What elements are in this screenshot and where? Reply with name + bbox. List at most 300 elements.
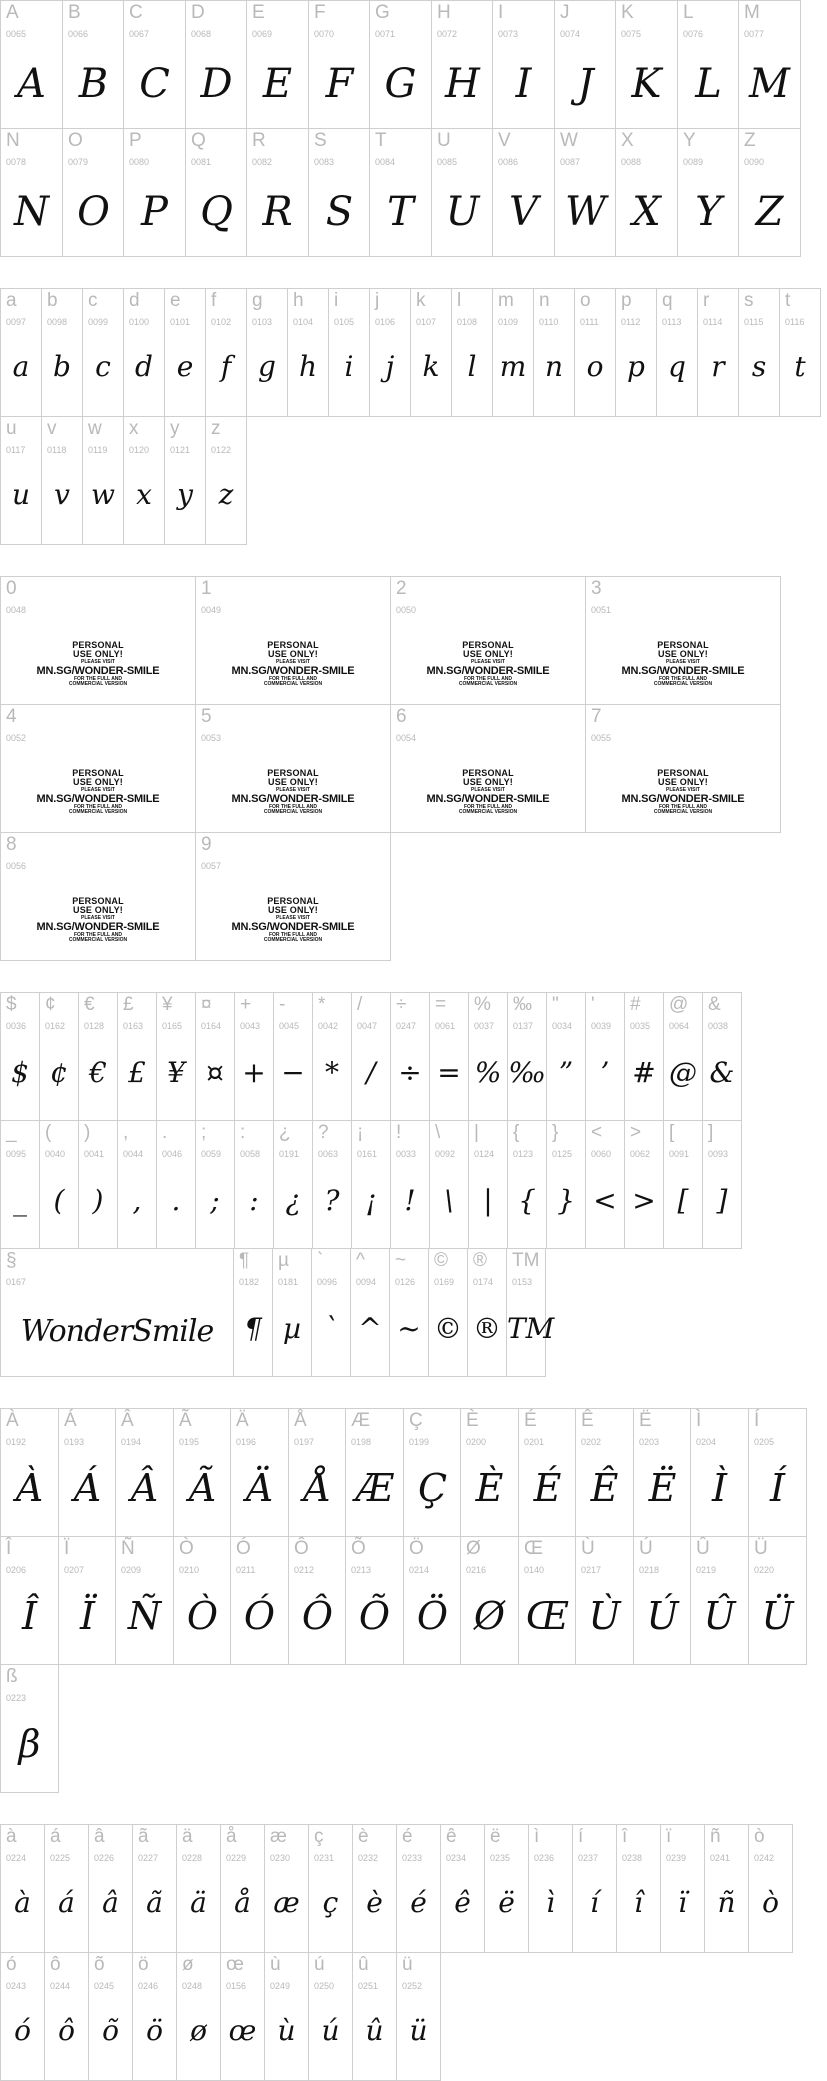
glyph-label: M <box>744 2 760 23</box>
glyph-cell-lower-t <box>779 288 821 417</box>
notice-line3: PLEASE VISIT <box>276 915 310 921</box>
glyph-label: 3 <box>591 578 602 599</box>
glyph-sample: ’ <box>600 1056 610 1089</box>
glyph-code: 0061 <box>435 1021 456 1031</box>
glyph-cell-sym2-u3f <box>312 1120 352 1249</box>
glyph-label: . <box>162 1122 168 1143</box>
glyph-sample: ` <box>324 1312 338 1345</box>
glyph-code: 0106 <box>375 317 396 327</box>
notice-line1: PERSONAL <box>267 896 319 906</box>
glyph-code: 0137 <box>513 1021 534 1031</box>
glyph-sample: B <box>78 61 109 107</box>
glyph-sample: v <box>54 478 70 511</box>
glyph-code: 0087 <box>560 157 581 167</box>
glyph-label: Í <box>754 1410 760 1431</box>
glyph-code: 0224 <box>6 1853 27 1863</box>
glyph-label: x <box>129 418 139 439</box>
glyph-sample: P <box>141 189 168 235</box>
glyph-sample: n <box>544 350 564 383</box>
glyph-code: 0064 <box>669 1021 690 1031</box>
glyph-code: 0111 <box>580 317 599 327</box>
glyph-code: 0225 <box>50 1853 71 1863</box>
glyph-code: 0079 <box>68 157 89 167</box>
glyph-cell-accupper-u152 <box>518 1536 577 1665</box>
glyph-sample: r <box>711 350 725 383</box>
glyph-label: * <box>318 994 326 1015</box>
glyph-code: 0202 <box>581 1437 602 1447</box>
glyph-sample: j <box>385 350 395 383</box>
glyph-sample: b <box>53 350 71 383</box>
glyph-label: Ô <box>294 1538 309 1559</box>
glyph-cell-sym2-u21 <box>390 1120 430 1249</box>
glyph-cell-sym2-u3c <box>585 1120 625 1249</box>
glyph-code: 0040 <box>45 1149 66 1159</box>
glyph-label: } <box>552 1122 559 1143</box>
glyph-code: 0047 <box>357 1021 378 1031</box>
glyph-sample: ‰ <box>508 1056 546 1089</box>
glyph-label: © <box>434 1250 448 1271</box>
glyph-label: Õ <box>351 1538 366 1559</box>
glyph-label: j <box>375 290 380 311</box>
notice-line6: COMMERCIAL VERSION <box>458 809 518 815</box>
glyph-sample: ü <box>409 2014 428 2047</box>
glyph-label: @ <box>669 994 689 1015</box>
glyph-label: È <box>466 1410 479 1431</box>
glyph-sample: ¡ <box>365 1184 377 1217</box>
glyph-sample: * <box>325 1056 339 1089</box>
glyph-sample: è <box>366 1886 383 1919</box>
glyph-label: A <box>6 2 19 23</box>
glyph-code: 0109 <box>498 317 519 327</box>
notice-line1: PERSONAL <box>72 896 124 906</box>
glyph-code: 0246 <box>138 1981 159 1991</box>
glyph-sample: β <box>18 1722 41 1766</box>
glyph-cell-upper-v <box>492 128 555 257</box>
glyph-cell-sym2-u7d <box>546 1120 586 1249</box>
glyph-cell-lower-l <box>451 288 493 417</box>
glyph-cell-accupper-uc9 <box>518 1408 577 1537</box>
glyph-code: 0078 <box>6 157 27 167</box>
glyph-cell-accupper-udf <box>0 1664 59 1793</box>
glyph-label: \ <box>435 1122 441 1143</box>
glyph-sample: h <box>298 350 318 383</box>
glyph-sample: > <box>632 1184 656 1217</box>
glyph-cell-upper-m <box>738 0 801 129</box>
glyph-label: [ <box>669 1122 675 1143</box>
glyph-cell-sym1-u2030 <box>507 992 547 1121</box>
glyph-cell-sym1-ua2 <box>39 992 79 1121</box>
glyph-sample: T <box>387 189 414 235</box>
glyph-label: Ì <box>696 1410 702 1431</box>
notice-line6: COMMERCIAL VERSION <box>653 809 713 815</box>
glyph-code: 0072 <box>437 29 458 39</box>
notice-line4: MN.SG/WONDER-SMILE <box>36 921 160 933</box>
glyph-cell-acclower-ufb <box>352 1952 397 2081</box>
glyph-cell-upper-t <box>369 128 432 257</box>
glyph-sample: ( <box>53 1184 65 1217</box>
glyph-code: 0058 <box>240 1149 261 1159</box>
glyph-cell-upper-u <box>431 128 494 257</box>
glyph-code: 0123 <box>513 1149 534 1159</box>
glyph-code: 0056 <box>6 861 27 871</box>
glyph-code: 0034 <box>552 1021 573 1031</box>
glyph-label: ? <box>318 1122 329 1143</box>
glyph-code: 0083 <box>314 157 335 167</box>
glyph-label: á <box>50 1826 61 1847</box>
glyph-label: Ü <box>754 1538 768 1559</box>
glyph-cell-acclower-ue4 <box>176 1824 221 1953</box>
glyph-cell-sym1-ua5 <box>156 992 196 1121</box>
glyph-code: 0209 <box>121 1565 142 1575</box>
glyph-label: E <box>252 2 265 23</box>
glyph-code: 0119 <box>88 445 108 455</box>
glyph-code: 0226 <box>94 1853 115 1863</box>
glyph-cell-lower-g <box>246 288 288 417</box>
glyph-sample: Ë <box>648 1466 677 1510</box>
glyph-cell-upper-a <box>0 0 63 129</box>
glyph-cell-digit-2 <box>390 576 586 705</box>
personal-use-notice <box>1 769 195 815</box>
glyph-code: 0077 <box>744 29 765 39</box>
glyph-cell-sym2-u5d <box>702 1120 742 1249</box>
glyph-cell-upper-y <box>677 128 740 257</box>
glyph-label: € <box>84 994 95 1015</box>
glyph-sample: { <box>518 1184 536 1217</box>
glyph-code: 0216 <box>466 1565 487 1575</box>
glyph-label: h <box>293 290 304 311</box>
glyph-label: Ñ <box>121 1538 135 1559</box>
glyph-sample: R <box>262 189 293 235</box>
glyph-label: à <box>6 1826 17 1847</box>
glyph-code: 0191 <box>279 1149 300 1159</box>
glyph-label: µ <box>278 1250 289 1271</box>
glyph-sample: m <box>499 350 527 383</box>
glyph-code: 0068 <box>191 29 212 39</box>
glyph-cell-sym3-ub5 <box>272 1248 312 1377</box>
glyph-sample: w <box>91 478 115 511</box>
glyph-label: d <box>129 290 140 311</box>
glyph-sample: y <box>177 478 193 511</box>
glyph-sample: Ò <box>186 1594 219 1638</box>
glyph-sample: ù <box>277 2014 296 2047</box>
glyph-cell-upper-o <box>62 128 125 257</box>
glyph-sample: œ <box>228 2014 257 2047</box>
glyph-label: ü <box>402 1954 413 1975</box>
glyph-code: 0110 <box>539 317 559 327</box>
glyph-sample: Å <box>303 1466 332 1510</box>
glyph-cell-accupper-uc2 <box>115 1408 174 1537</box>
glyph-code: 0117 <box>6 445 26 455</box>
glyph-code: 0242 <box>754 1853 775 1863</box>
glyph-label: Ê <box>581 1410 594 1431</box>
glyph-label: 2 <box>396 578 407 599</box>
glyph-sample: µ <box>282 1312 302 1345</box>
notice-line3: PLEASE VISIT <box>666 787 700 793</box>
notice-line1: PERSONAL <box>267 768 319 778</box>
glyph-sample: ú <box>321 2014 340 2047</box>
glyph-cell-sym2-u5f <box>0 1120 40 1249</box>
glyph-label: m <box>498 290 514 311</box>
glyph-sample: ? <box>324 1184 340 1217</box>
glyph-label: ç <box>314 1826 324 1847</box>
glyph-sample: î <box>634 1886 643 1919</box>
glyph-label: 9 <box>201 834 212 855</box>
glyph-code: 0114 <box>703 317 723 327</box>
glyph-cell-accupper-uc6 <box>345 1408 404 1537</box>
glyph-cell-acclower-uf2 <box>748 1824 793 1953</box>
glyph-cell-lower-s <box>738 288 780 417</box>
glyph-cell-accupper-uc5 <box>288 1408 347 1537</box>
glyph-sample: e <box>176 350 194 383</box>
glyph-label: ¢ <box>45 994 56 1015</box>
glyph-cell-sym1-u20ac <box>78 992 118 1121</box>
glyph-cell-accupper-ud9 <box>575 1536 634 1665</box>
glyph-label: w <box>88 418 102 439</box>
glyph-code: 0241 <box>710 1853 731 1863</box>
glyph-label: Á <box>64 1410 77 1431</box>
glyph-label: ! <box>396 1122 402 1143</box>
glyph-sample: I <box>515 61 532 107</box>
glyph-code: 0049 <box>201 605 222 615</box>
glyph-label: õ <box>94 1954 105 1975</box>
glyph-sample: Ç <box>417 1466 448 1510</box>
glyph-label: q <box>662 290 673 311</box>
glyph-cell-accupper-ud6 <box>403 1536 462 1665</box>
glyph-label: ` <box>317 1250 324 1271</box>
glyph-sample: ^ <box>358 1312 382 1345</box>
glyph-sample: Á <box>73 1466 102 1510</box>
notice-line4: MN.SG/WONDER-SMILE <box>426 793 550 805</box>
glyph-sample: ~ <box>397 1312 421 1345</box>
glyph-sample: ÷ <box>398 1056 422 1089</box>
glyph-cell-upper-b <box>62 0 125 129</box>
glyph-cell-sym3-ub6 <box>233 1248 273 1377</box>
glyph-sample: ) <box>92 1184 104 1217</box>
glyph-code: 0071 <box>375 29 396 39</box>
glyph-cell-sym1-ua4 <box>195 992 235 1121</box>
glyph-cell-lower-d <box>123 288 165 417</box>
notice-line2: USE ONLY! <box>463 777 513 787</box>
glyph-code: 0048 <box>6 605 27 615</box>
glyph-code: 0194 <box>121 1437 142 1447</box>
glyph-cell-acclower-uee <box>616 1824 661 1953</box>
glyph-cell-acclower-uf4 <box>44 1952 89 2081</box>
glyph-code: 0251 <box>358 1981 379 1991</box>
glyph-sample: Î <box>21 1594 37 1638</box>
glyph-code: 0243 <box>6 1981 27 1991</box>
notice-line2: USE ONLY! <box>73 649 123 659</box>
glyph-sample: L <box>695 61 722 107</box>
glyph-label: H <box>437 2 451 23</box>
glyph-sample: Ä <box>245 1466 274 1510</box>
glyph-sample: ó <box>14 2014 31 2047</box>
glyph-sample: Ü <box>761 1594 794 1638</box>
glyph-cell-upper-r <box>246 128 309 257</box>
notice-line5: FOR THE FULL AND <box>268 676 318 682</box>
glyph-code: 0156 <box>226 1981 247 1991</box>
glyph-sample: ® <box>473 1312 501 1345</box>
glyph-label: ¶ <box>239 1250 250 1271</box>
glyph-label: b <box>47 290 58 311</box>
notice-line2: USE ONLY! <box>658 649 708 659</box>
glyph-label: ß <box>6 1666 18 1687</box>
glyph-cell-sym3-u5e <box>350 1248 390 1377</box>
glyph-sample: Ã <box>188 1466 217 1510</box>
glyph-label: K <box>621 2 634 23</box>
glyph-cell-acclower-uec <box>528 1824 573 1953</box>
glyph-code: 0205 <box>754 1437 775 1447</box>
glyph-cell-sym2-u2c <box>117 1120 157 1249</box>
glyph-code: 0252 <box>402 1981 423 1991</box>
glyph-cell-digit-3 <box>585 576 781 705</box>
glyph-sample: u <box>11 478 31 511</box>
glyph-cell-acclower-ue9 <box>396 1824 441 1953</box>
glyph-cell-upper-k <box>615 0 678 129</box>
personal-use-notice <box>391 641 585 687</box>
notice-line4: MN.SG/WONDER-SMILE <box>231 665 355 677</box>
glyph-label: Z <box>744 130 756 151</box>
glyph-code: 0162 <box>45 1021 66 1031</box>
glyph-cell-upper-c <box>123 0 186 129</box>
glyph-code: 0199 <box>409 1437 430 1447</box>
notice-line1: PERSONAL <box>462 768 514 778</box>
glyph-label: ù <box>270 1954 281 1975</box>
glyph-code: 0214 <box>409 1565 430 1575</box>
glyph-code: 0122 <box>211 445 232 455</box>
glyph-sample: æ <box>273 1886 300 1919</box>
notice-line3: PLEASE VISIT <box>81 659 115 665</box>
glyph-label: N <box>6 130 20 151</box>
glyph-cell-acclower-ue7 <box>308 1824 353 1953</box>
glyph-code: 0092 <box>435 1149 456 1159</box>
glyph-cell-sym1-u23 <box>624 992 664 1121</box>
glyph-cell-lower-r <box>697 288 739 417</box>
glyph-sample: ã <box>146 1886 163 1919</box>
notice-line3: PLEASE VISIT <box>81 915 115 921</box>
glyph-code: 0245 <box>94 1981 115 1991</box>
glyph-sample: TM <box>507 1312 555 1345</box>
glyph-label: s <box>744 290 754 311</box>
glyph-cell-upper-i <box>492 0 555 129</box>
glyph-sample: < <box>593 1184 617 1217</box>
glyph-cell-accupper-ud3 <box>230 1536 289 1665</box>
glyph-sample: õ <box>102 2014 119 2047</box>
glyph-sample: p <box>627 350 645 383</box>
notice-line2: USE ONLY! <box>268 905 318 915</box>
glyph-sample: ö <box>146 2014 163 2047</box>
glyph-label: Œ <box>524 1538 543 1559</box>
glyph-label: f <box>211 290 217 311</box>
glyph-sample: ç <box>322 1886 339 1919</box>
glyph-cell-sym1-u22 <box>546 992 586 1121</box>
glyph-label: ê <box>446 1826 457 1847</box>
glyph-cell-digit-5 <box>195 704 391 833</box>
glyph-code: 0045 <box>279 1021 300 1031</box>
glyph-sample: c <box>95 350 111 383</box>
glyph-sample: | <box>483 1184 493 1217</box>
notice-line3: PLEASE VISIT <box>666 659 700 665</box>
glyph-code: 0230 <box>270 1853 291 1863</box>
glyph-cell-accupper-uc7 <box>403 1408 462 1537</box>
glyph-cell-lower-p <box>615 288 657 417</box>
glyph-code: 0060 <box>591 1149 612 1159</box>
glyph-sample: ñ <box>717 1886 736 1919</box>
glyph-code: 0043 <box>240 1021 261 1031</box>
notice-line1: PERSONAL <box>657 768 709 778</box>
notice-line3: PLEASE VISIT <box>81 787 115 793</box>
glyph-sample: ¶ <box>244 1312 262 1345</box>
glyph-label: I <box>498 2 504 23</box>
glyph-code: 0046 <box>162 1149 183 1159</box>
glyph-label: æ <box>270 1826 287 1847</box>
glyph-code: 0097 <box>6 317 27 327</box>
glyph-label: Ø <box>466 1538 481 1559</box>
glyph-code: 0108 <box>457 317 478 327</box>
glyph-label: $ <box>6 994 17 1015</box>
glyph-cell-accupper-uc1 <box>58 1408 117 1537</box>
glyph-label: í <box>578 1826 584 1847</box>
glyph-cell-sym3-ua7 <box>0 1248 234 1377</box>
glyph-label: î <box>622 1826 628 1847</box>
glyph-code: 0093 <box>708 1149 729 1159</box>
glyph-code: 0212 <box>294 1565 315 1575</box>
personal-use-notice <box>1 897 195 943</box>
glyph-label: # <box>630 994 641 1015</box>
glyph-cell-sym1-u3d <box>429 992 469 1121</box>
glyph-code: 0196 <box>236 1437 257 1447</box>
glyph-sample: W <box>564 189 607 235</box>
glyph-code: 0165 <box>162 1021 183 1031</box>
glyph-label: Î <box>6 1538 12 1559</box>
glyph-sample: } <box>557 1184 575 1217</box>
notice-line6: COMMERCIAL VERSION <box>263 809 323 815</box>
glyph-code: 0070 <box>314 29 335 39</box>
notice-line4: MN.SG/WONDER-SMILE <box>231 793 355 805</box>
notice-line4: MN.SG/WONDER-SMILE <box>231 921 355 933</box>
notice-line4: MN.SG/WONDER-SMILE <box>621 665 745 677</box>
glyph-sample: % <box>474 1056 502 1089</box>
notice-line1: PERSONAL <box>657 640 709 650</box>
glyph-code: 0234 <box>446 1853 467 1863</box>
glyph-label: Ç <box>409 1410 423 1431</box>
glyph-cell-sym2-u29 <box>78 1120 118 1249</box>
glyph-sample: ò <box>762 1886 779 1919</box>
glyph-code: 0250 <box>314 1981 335 1991</box>
glyph-label: £ <box>123 994 134 1015</box>
glyph-label: ñ <box>710 1826 721 1847</box>
glyph-code: 0116 <box>785 317 805 327</box>
glyph-cell-sym1-ua3 <box>117 992 157 1121</box>
personal-use-notice <box>391 769 585 815</box>
glyph-code: 0140 <box>524 1565 545 1575</box>
glyph-cell-accupper-ucf <box>58 1536 117 1665</box>
glyph-code: 0094 <box>356 1277 377 1287</box>
glyph-cell-lower-v <box>41 416 83 545</box>
glyph-cell-upper-p <box>123 128 186 257</box>
glyph-code: 0203 <box>639 1437 660 1447</box>
glyph-label: § <box>6 1250 17 1271</box>
glyph-sample: ï <box>678 1886 687 1919</box>
glyph-label: L <box>683 2 694 23</box>
glyph-code: 0153 <box>512 1277 533 1287</box>
glyph-cell-digit-0 <box>0 576 196 705</box>
glyph-cell-sym1-u25 <box>468 992 508 1121</box>
glyph-cell-acclower-ue8 <box>352 1824 397 1953</box>
glyph-cell-sym1-uf7 <box>390 992 430 1121</box>
notice-line2: USE ONLY! <box>268 649 318 659</box>
glyph-cell-accupper-uc8 <box>460 1408 519 1537</box>
glyph-code: 0082 <box>252 157 273 167</box>
